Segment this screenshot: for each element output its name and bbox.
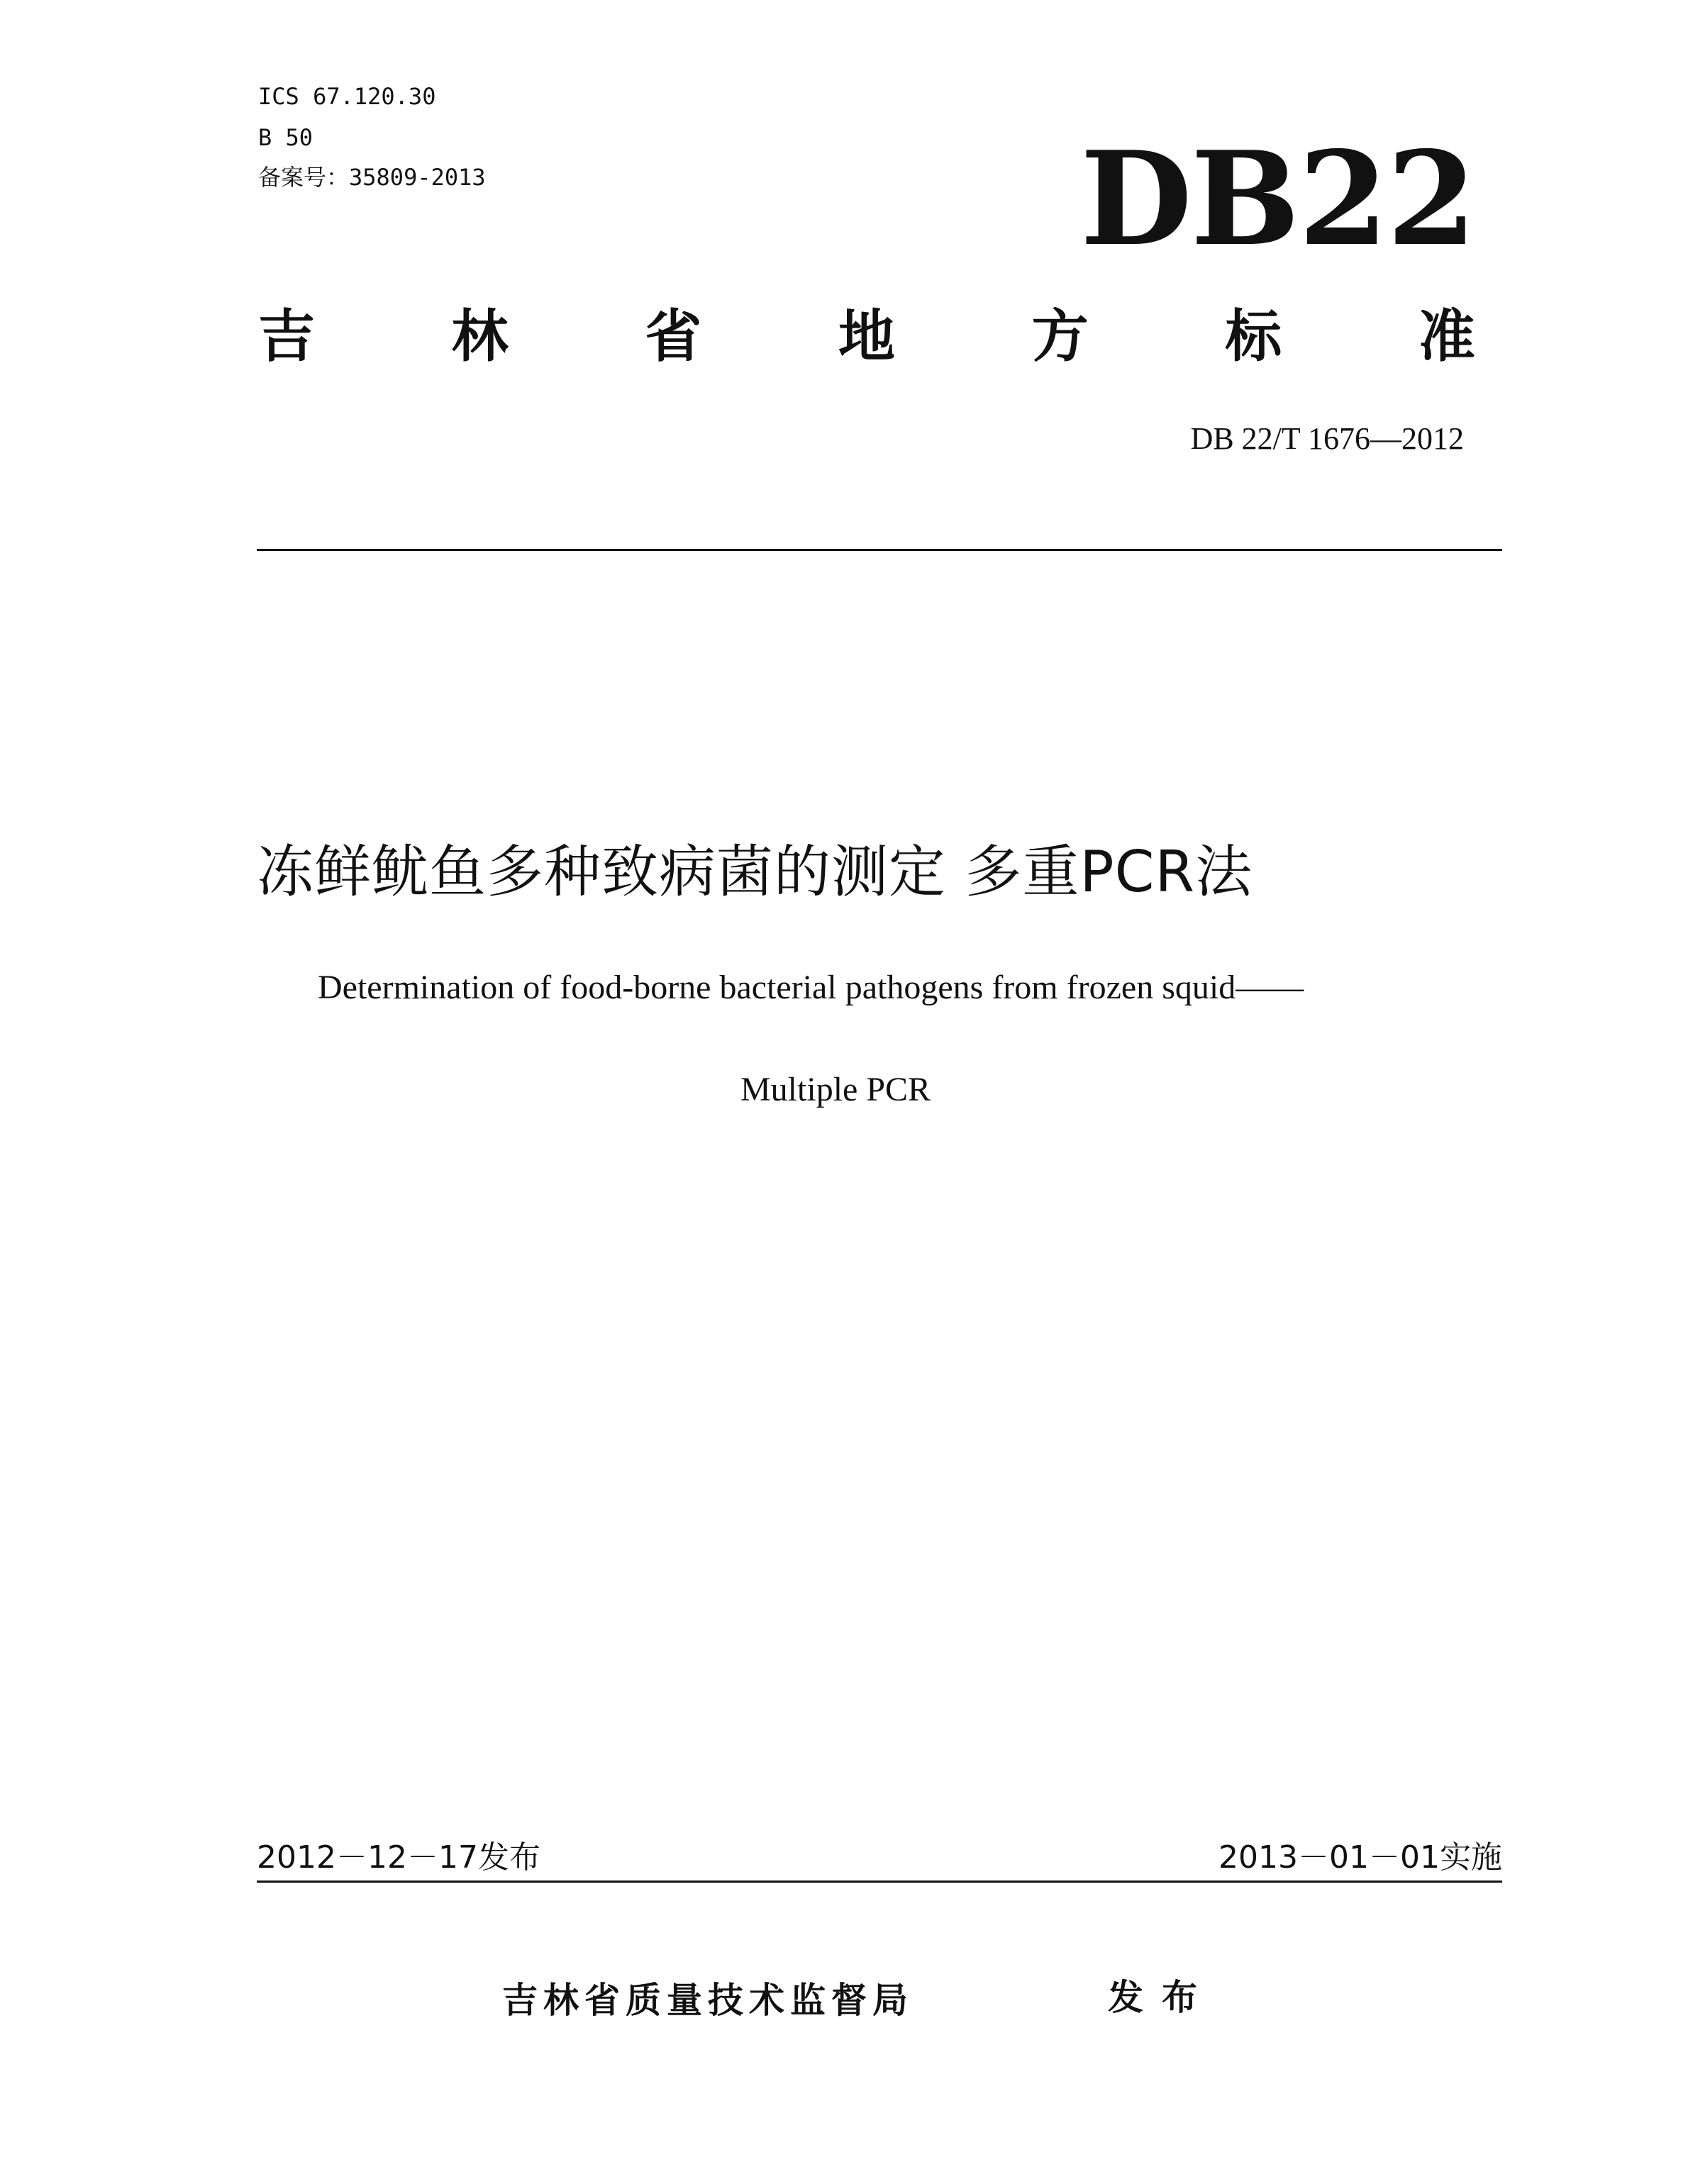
issuer-name: 吉林省质量技术监督局 [502,1980,914,2021]
standard-type-heading [258,305,1475,369]
title-chinese: 冻鲜鱿鱼多种致病菌的测定 多重PCR法 [257,839,1253,905]
issue-date: 2012－12－17发布 [257,1839,540,1876]
ccs-code: B 50 [258,124,313,151]
filing-number: 备案号：35809-2013 [258,164,486,191]
standard-type-char: 准 [1418,303,1475,369]
top-divider [257,549,1502,551]
standard-type-char: 省 [645,303,702,369]
standard-number: DB 22/T 1676—2012 [1190,421,1464,456]
title-english-line2: Multiple PCR [740,1071,931,1108]
standard-type-char: 地 [838,303,895,369]
standard-type-char: 吉 [258,303,315,369]
standard-type-char: 方 [1031,303,1089,369]
title-english-line1: Determination of food-borne bacterial pathogens from frozen squid—— [318,969,1304,1006]
standard-type-char: 标 [1225,303,1282,369]
implementation-date: 2013－01－01实施 [1218,1839,1502,1876]
ics-code: ICS 67.120.30 [258,83,436,110]
issuer-action: 发布 [1108,1977,1216,2018]
standard-type-char: 林 [451,303,509,369]
db-code-logo: DB22 [1080,123,1475,274]
bottom-divider [257,1881,1502,1883]
